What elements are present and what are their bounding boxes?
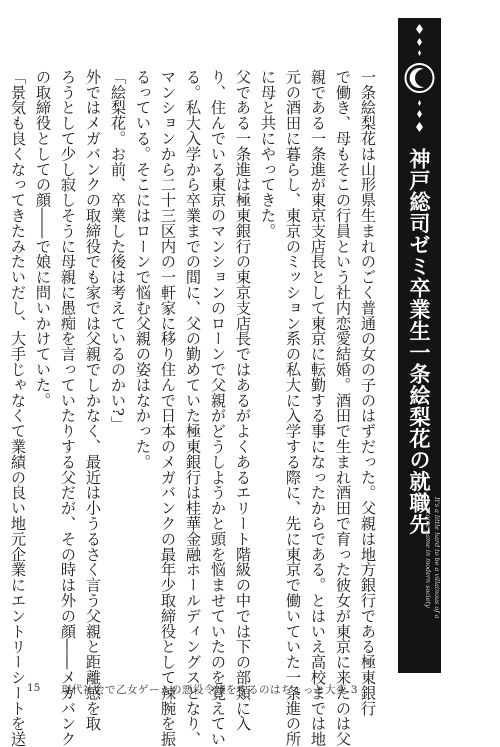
text-line: るっている。そこにはローンで悩む父親の姿はなかった。 (134, 69, 152, 470)
text-line: に母と共にやってきた。 (259, 69, 277, 239)
page-footer (27, 682, 427, 698)
english-subtitle-line-1: It's a little hard to be a villainous of a (433, 497, 441, 619)
text-line: の取締役としての顔――で娘に問いかけていた。 (34, 69, 52, 408)
page-number: 15 (27, 682, 41, 694)
text-line: 元の酒田に暮らし、東京のミッション系の私大に入学する際に、先に東京で働いていた一条進の所 (284, 69, 302, 747)
english-subtitle (398, 488, 441, 628)
text-line: 父である一条進は極東銀行の東京支店長ではあるがよくあるエリート階級の中では下の部類に入 (234, 69, 252, 732)
text-line: で働き、母もそこの行員という社内恋愛結婚。酒田で生まれ酒田で育った彼女が東京に来たのは父 (334, 69, 352, 747)
text-line: 外ではメガバンクの取締役でも家では父親でしかなく、最近は小うるさく言う父親と距離感を取 (84, 69, 102, 732)
text-line: 「絵梨花。お前、卒業した後は考えているのかい?」 (109, 69, 127, 432)
text-line: ろうとして少し寂しそうに母親に愚痴を言っていたりする父だが、その時は外の顔――メガバンク (59, 69, 77, 747)
text-line: り、住んでいる東京のマンションのローンで父親がどうしようかと頭を悩ませていたのを覚えてい (209, 69, 227, 747)
chapter-banner (398, 18, 441, 673)
text-line: 「景気も良くなってきたみたいだし、大手じゃなくて業績の良い地元企業にエントリーシートを送 (9, 69, 27, 747)
chapter-title: 神戸総司ゼミ卒業生一条絵梨花の就職先 (407, 148, 432, 535)
moon-ornament-icon (398, 18, 441, 143)
book-title: 現代社会で乙女ゲームの悪役令嬢をするのはちょっと大変 3 (61, 684, 359, 696)
english-subtitle-line-2: otome game in modern society (424, 508, 432, 608)
text-line: マンションから二十三区内の一軒家に移り住んで日本のメガバンクの最年少取締役として辣腕を振 (159, 69, 177, 747)
text-line: る。私大入学から卒業までの間に、父の勤めていた極東銀行は桂華金融ホールディングスとなり、 (184, 69, 202, 747)
text-line: 親である一条進が東京支店長として東京に転勤する事になったからである。とはいえ高校までは地 (309, 69, 327, 747)
text-line: 一条絵梨花は山形県生まれのごく普通の女の子のはずだった。父親は地方銀行である極東銀行 (359, 69, 377, 716)
